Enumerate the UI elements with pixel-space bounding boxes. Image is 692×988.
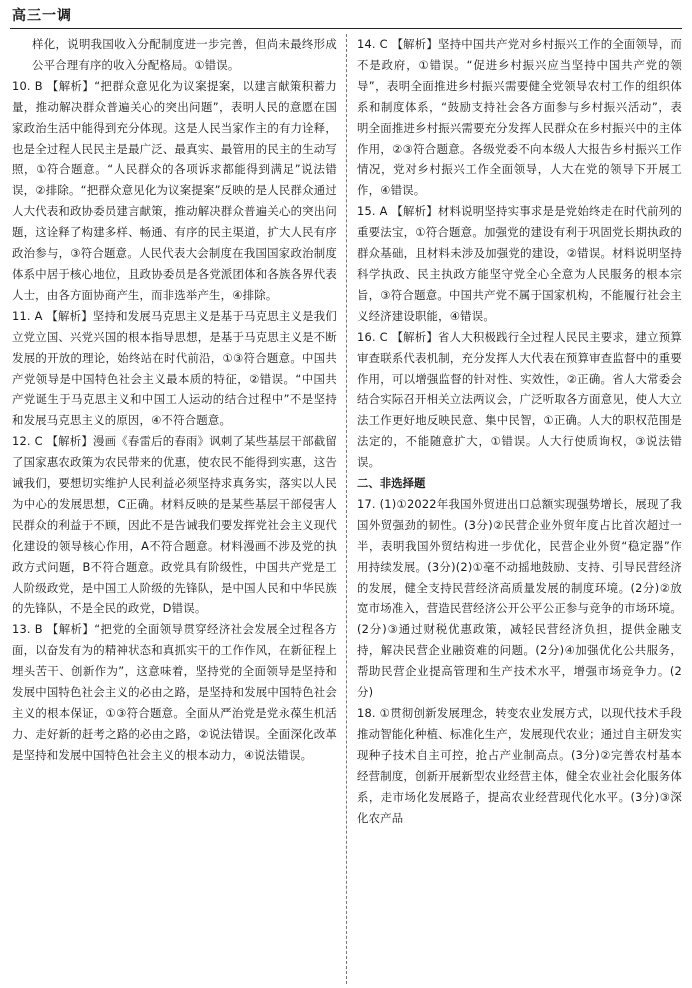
answer-item: 14. C 【解析】坚持中国共产党对乡村振兴工作的全面领导，而不是政府，①错误。“促进乡村振兴应当坚持中国共产党的领导”，表明全面推进乡村振兴需要健全党领导农村工作的组织体系和制度体系，“鼓励支持社会各方面参与乡村振兴活动”，表明全面推进乡村振兴需要充分发挥人民群众在乡村振兴中的主体作用，②③符合题意。各级党委不向本级人大报告乡村振兴工作情况，党对乡村振兴工作全面领导，人大在党的领导下开展工作，④错误。 — [357, 37, 682, 198]
answer-item: 12. C 【解析】漫画《春雷后的春雨》讽刺了某些基层干部截留了国家惠农政策为农民带来的优惠，使农民不能得到实惠，这告诫我们，要想切实维护人民利益必须坚持求真务实，落实以人民为中心的发展思想，C正确。材料反映的是某些基层干部侵害人民群众的利益于不顾，因此不是告诫我们要发挥党社会主义现代化建设的领导核心作用，A不符合题意。材料漫画不涉及党的执政方式问题，B不符合题意。政党具有阶级性，中国共产党是工人阶级政党，是中国工人阶级的先锋队，是中国人民和中华民族的先锋队，不是全民的政党，D错误。 — [12, 434, 337, 616]
answer-item: 18. ①贯彻创新发展理念，转变农业发展方式，以现代技术手段推动智能化种植、标准化生产，发展现代农业；通过自主研发实现种子技术自主可控，抢占产业制高点。(3分)②完善农村基本经营制度，创新开展新型农业经营主体，健全农业社会化服务体系，走市场化发展路子，提高农业经营现代化水平。(3分)③深化农产品 — [357, 706, 682, 825]
answer-item: 17. (1)①2022年我国外贸进出口总额实现强势增长，展现了我国外贸强劲的韧性。(3分)②民营企业外贸年度占比首次超过一半，表明我国外贸结构进一步优化，民营企业外贸“稳定器”作用持续发展。(3分)(2)①毫不动摇地鼓励、支持、引导民营经济的发展，健全支持民营经济高质量发展的制度环境。(2分)②放宽市场准入，营造民营经济公开公平公正参与竞争的市场环境。(2分)③通过财税优惠政策，减轻民营经济负担，提供金融支持，解决民营企业融资难的问题。(2分)④加强优化公共服务，帮助民营企业提高管理和生产技术水平，增强市场竞争力。(2分) — [357, 496, 682, 700]
answer-item: 16. C 【解析】省人大积极践行全过程人民民主要求，建立预算审查联系代表机制，充分发挥人大代表在预算审查监督中的重要作用，可以增强监督的针对性、实效性，②正确。省人大常委会结合实际召开相关立法两议会，广泛听取各方面意见，使人大立法工作更好地反映民意、集中民智，①正确。人大的职权范围是法定的，不能随意扩大，①错误。人大行使质询权，③说法错误。 — [357, 329, 682, 470]
right-column — [357, 34, 682, 984]
answer-item: 11. A 【解析】坚持和发展马克思主义是基于马克思主义是我们立党立国、兴党兴国的根本指导思想，是基于马克思主义是不断发展的开放的理论，始终站在时代前沿，①③符合题意。中国共产党领导是中国特色社会主义最本质的特征，②错误。“中国共产党诞生于马克思主义和中国工人运动的结合过程中”不是坚持和发展马克思主义的原因，④不符合题意。 — [12, 308, 337, 428]
answer-item: 15. A 【解析】材料说明坚持实事求是是党始终走在时代前列的重要法宝，①符合题意。加强党的建设有利于巩固党长期执政的群众基础，且材料未涉及加强党的建设，②错误。材料说明坚持科学执政、民主执政方能坚守党全心全意为人民服务的根本宗旨，③符合题意。中国共产党不属于国家机构，不能履行社会主义经济建设职能，④错误。 — [357, 204, 682, 323]
answer-item: 样化，说明我国收入分配制度进一步完善，但尚未最终形成公平合理有序的收入分配格局。①错误。 — [32, 37, 337, 72]
column-divider — [346, 34, 347, 984]
answer-item: 13. B 【解析】“把党的全面领导贯穿经济社会发展全过程各方面，以奋发有为的精神状态和真抓实干的工作作风，在新征程上埋头苦干、创新作为”，这意味着，坚持党的全面领导是坚持和发展中国特色社会主义的必由之路，是坚持和发展中国特色社会主义的根本保证，①③符合题意。全面从严治党是党永葆生机活力、走好新的赶考之路的必由之路，②说法错误。全面深化改革是坚持和发展中国特色社会主义的根本动力，④说法错误。 — [12, 622, 337, 762]
answer-item: 10. B 【解析】“把群众意见化为议案提案，以建言献策积蓄力量，推动解决群众普遍关心的突出问题”，表明人民的意愿在国家政治生活中能得到充分体现。这是人民当家作主的有力诠释，也是全过程人民民主是最广泛、最真实、最管用的民主的生动写照，①符合题意。“人民群众的各项诉求都能得到满足”说法错误，②排除。“把群众意见化为议案提案”反映的是人民群众通过人大代表和政协委员建言献策，推动解决群众普遍关心的突出问题，这诠释了构建多样、畅通、有序的民主渠道，扩大人民有序政治参与，③符合题意。人民代表大会制度在我国国家政治制度体系中居于核心地位，且政协委员是各党派团体和各族各界代表人士，由各方面协商产生，而非选举产生，④排除。 — [12, 78, 337, 302]
left-column — [12, 34, 337, 984]
page-header — [10, 4, 682, 29]
section-heading: 二、非选择题 — [357, 476, 426, 491]
page-title: 高三一调 — [12, 8, 72, 24]
